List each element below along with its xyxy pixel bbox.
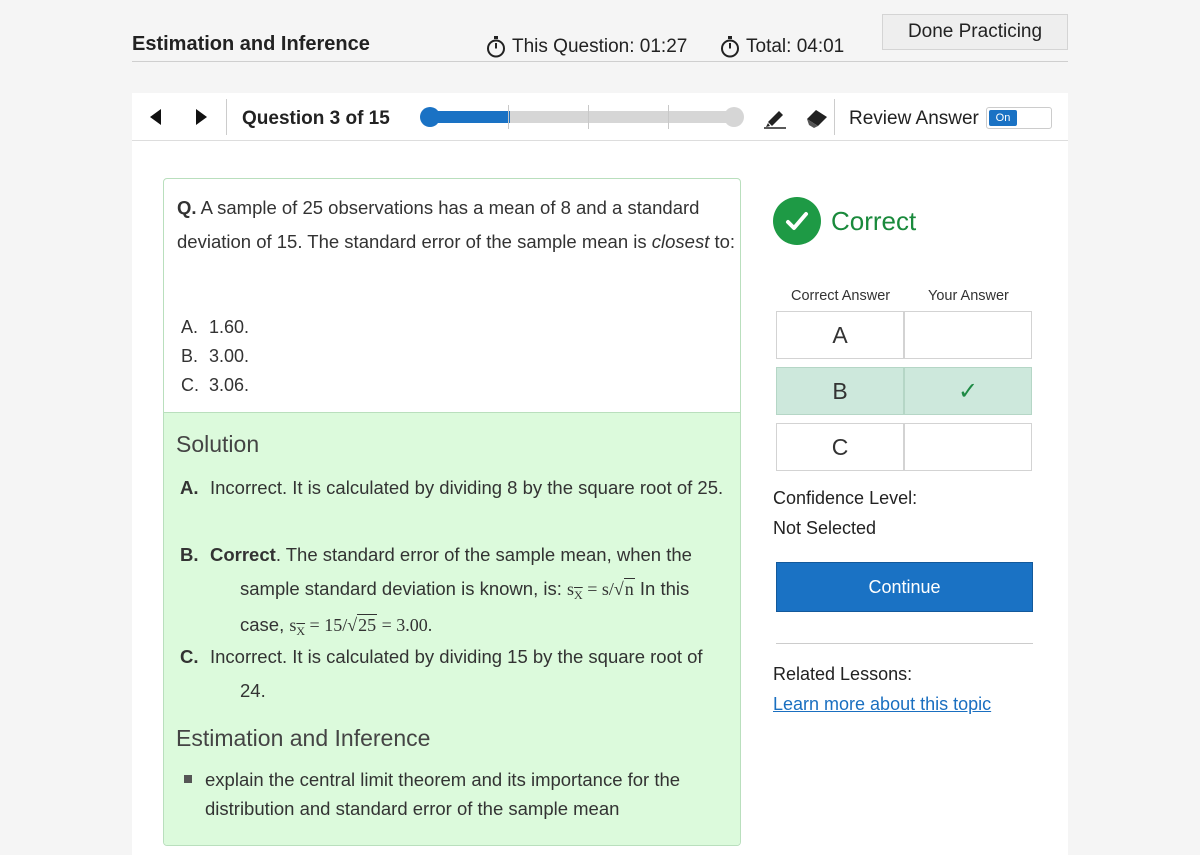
correct-emphasis: Correct bbox=[210, 544, 276, 565]
question-toolbar bbox=[132, 93, 1068, 141]
answer-cell-letter: B bbox=[776, 367, 904, 415]
option-a[interactable] bbox=[181, 313, 249, 342]
your-answer-cell bbox=[904, 311, 1032, 359]
pencil-icon[interactable] bbox=[762, 105, 788, 129]
solution-c-text: Incorrect. It is calculated by dividing 15 by the square root of 24. bbox=[210, 646, 703, 701]
stopwatch-icon bbox=[486, 36, 506, 58]
solution-b-text-2: In this case, bbox=[240, 578, 690, 635]
solution-b-text-1: . The standard error of the sample mean, when the sample standard deviation is known, is: bbox=[240, 544, 692, 599]
progress-knob[interactable] bbox=[420, 107, 440, 127]
correct-answer-header: Correct Answer bbox=[791, 288, 891, 304]
option-c[interactable] bbox=[181, 371, 249, 400]
solution-letter: A. bbox=[180, 477, 199, 498]
answer-cell-letter: A bbox=[776, 311, 904, 359]
progress-fill bbox=[428, 111, 510, 123]
topic-item bbox=[184, 765, 724, 823]
question-stem-end: to: bbox=[714, 231, 736, 252]
question-timer-text: This Question: 01:27 bbox=[512, 36, 688, 57]
topic-item-text: explain the central limit theorem and its importance for the distribution and standard error of the sample mean bbox=[205, 769, 681, 819]
solution-a bbox=[180, 471, 728, 505]
toggle-on-indicator: On bbox=[989, 110, 1017, 126]
answer-cell-letter: C bbox=[776, 423, 904, 471]
question-counter: Question 3 of 15 bbox=[242, 108, 390, 129]
progress-tick bbox=[588, 105, 589, 129]
question-text bbox=[177, 191, 737, 259]
option-value: 3.06. bbox=[209, 375, 250, 395]
question-timer bbox=[486, 36, 687, 58]
option-letter: B. bbox=[181, 346, 199, 366]
solution-panel bbox=[164, 412, 741, 846]
done-practicing-button[interactable]: Done Practicing bbox=[882, 14, 1068, 50]
question-stem: A sample of 25 observations has a mean of 8 and a standard deviation of 15. The standard error of the sample mean is bbox=[177, 197, 700, 252]
question-panel bbox=[163, 178, 741, 846]
confidence-label: Confidence Level: bbox=[773, 488, 918, 508]
question-emphasis: closest bbox=[651, 231, 710, 252]
header-divider bbox=[132, 61, 1068, 62]
page-title: Estimation and Inference bbox=[132, 33, 370, 55]
solution-c bbox=[180, 640, 728, 708]
total-timer-text: Total: 04:01 bbox=[746, 36, 845, 57]
result-status: Correct bbox=[831, 206, 917, 236]
toolbar-divider bbox=[834, 99, 835, 135]
solution-a-text: Incorrect. It is calculated by dividing 8 by the square root of 25. bbox=[210, 477, 724, 498]
continue-button[interactable]: Continue bbox=[776, 562, 1033, 612]
panel-divider bbox=[776, 643, 1033, 644]
total-timer bbox=[720, 36, 844, 58]
option-value: 3.00. bbox=[209, 346, 250, 366]
progress-end-knob bbox=[724, 107, 744, 127]
solution-title: Solution bbox=[176, 431, 260, 457]
your-answer-header: Your Answer bbox=[928, 288, 1009, 304]
your-answer-cell bbox=[904, 423, 1032, 471]
related-lessons-label: Related Lessons: bbox=[773, 664, 913, 684]
eraser-icon[interactable] bbox=[804, 105, 830, 129]
solution-letter: C. bbox=[180, 646, 199, 667]
option-letter: C. bbox=[181, 375, 199, 395]
toolbar-divider bbox=[226, 99, 227, 135]
check-icon: ✓ bbox=[957, 377, 979, 405]
learn-more-link[interactable]: Learn more about this topic bbox=[773, 694, 992, 714]
stopwatch-icon bbox=[720, 36, 740, 58]
review-answer-label: Review Answer bbox=[849, 108, 979, 129]
question-prefix: Q. bbox=[177, 197, 197, 218]
progress-slider[interactable] bbox=[420, 105, 744, 129]
your-answer-cell bbox=[904, 367, 1032, 415]
option-value: 1.60. bbox=[209, 317, 250, 337]
question-card bbox=[132, 93, 1068, 855]
solution-letter: B. bbox=[180, 544, 199, 565]
progress-tick bbox=[668, 105, 669, 129]
next-arrow-icon[interactable] bbox=[196, 109, 207, 125]
topic-title: Estimation and Inference bbox=[176, 725, 431, 751]
answer-options bbox=[181, 313, 249, 400]
solution-b bbox=[180, 538, 728, 644]
review-answer-toggle[interactable] bbox=[986, 107, 1052, 129]
correct-check-icon bbox=[773, 197, 821, 245]
previous-arrow-icon[interactable] bbox=[150, 109, 161, 125]
formula-standard-error: $s_{\overline{X}} = s/√n$ bbox=[567, 579, 634, 602]
option-letter: A. bbox=[181, 317, 199, 337]
confidence-value: Not Selected bbox=[773, 518, 877, 538]
confidence-level bbox=[773, 483, 917, 543]
progress-tick bbox=[508, 105, 509, 129]
option-b[interactable] bbox=[181, 342, 249, 371]
formula-calculation: $s_{\overline{X}} = 15/√25 = 3.00$. bbox=[289, 615, 433, 638]
solution-b-text bbox=[210, 538, 728, 644]
bullet-icon bbox=[184, 775, 192, 783]
